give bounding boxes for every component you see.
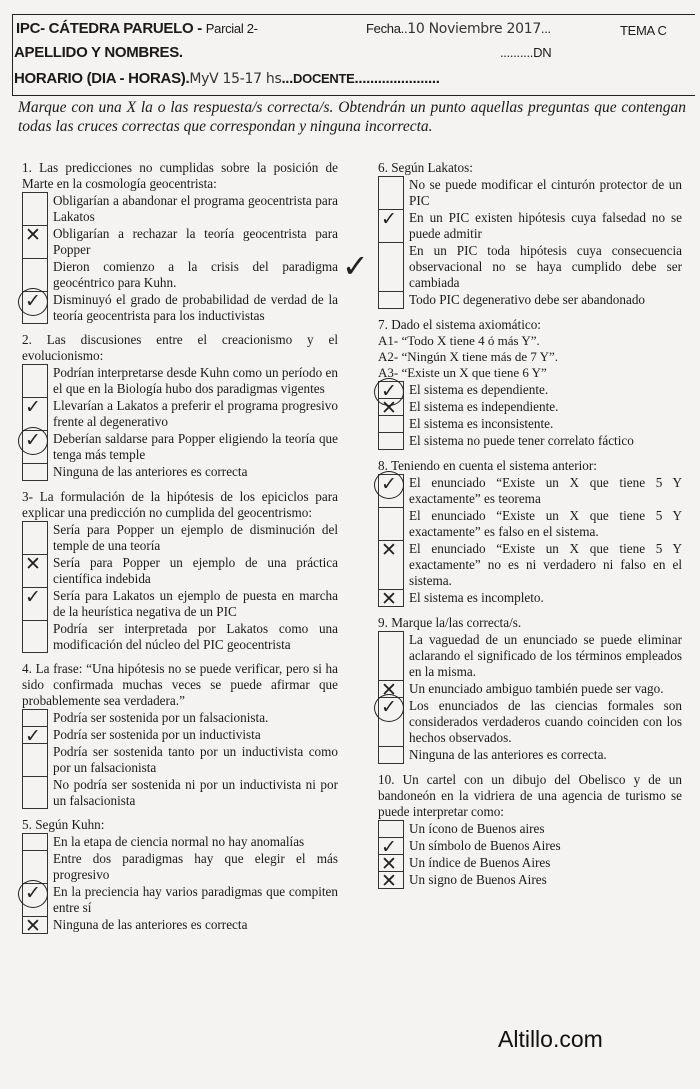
answer-option[interactable]: [22, 850, 338, 883]
check-mark-icon: ✓: [25, 429, 41, 451]
answer-option[interactable]: [22, 192, 338, 225]
answer-checkbox[interactable]: [378, 836, 404, 858]
answer-option[interactable]: [378, 631, 682, 680]
answer-checkbox[interactable]: [22, 258, 48, 291]
answer-option-text: No podría ser sostenida ni por un inductivista ni por un falsacionista: [53, 777, 338, 808]
answer-option-text: En la preciencia hay varios paradigmas que compiten entre sí: [53, 884, 338, 915]
answer-checkbox[interactable]: [22, 554, 48, 587]
cross-mark-icon: ✕: [381, 853, 397, 875]
answer-option[interactable]: [22, 430, 338, 463]
check-mark-icon: ✓: [25, 586, 41, 608]
answer-option-text: Ninguna de las anteriores es correcta: [53, 464, 248, 479]
question-2: [22, 332, 338, 481]
question-text: 1. Las predicciones no cumplidas sobre la posición de Marte en la cosmología geocentrista:: [22, 160, 338, 191]
answer-option[interactable]: [378, 836, 682, 858]
answer-checkbox[interactable]: [378, 853, 404, 875]
answer-option[interactable]: [22, 364, 338, 397]
cross-mark-icon: ✕: [381, 539, 397, 561]
answer-option[interactable]: [22, 833, 338, 850]
answer-checkbox[interactable]: [22, 463, 48, 481]
questions-left-column: [22, 160, 338, 937]
answer-option-text: Podría ser interpretada por Lakatos como una modificación del núcleo del PIC geocentrista: [53, 621, 338, 652]
answer-option-text: Podría ser sostenida por un inductivista: [53, 727, 261, 742]
question-9: [378, 615, 682, 764]
question-text: 9. Marque la/las correcta/s.: [378, 615, 522, 630]
schedule-field: HORARIO (DIA - HORAS).MyV 15-17 hs...DOCENTE......................: [14, 70, 440, 87]
date-label: Fecha: [366, 21, 401, 36]
check-mark-icon: ✓: [381, 473, 397, 495]
schedule-value: MyV 15-17 hs: [189, 71, 282, 87]
question-text: 2. Las discusiones entre el creacionismo y el evolucionismo:: [22, 332, 338, 363]
teacher-label: DOCENTE: [293, 71, 355, 86]
answer-checkbox[interactable]: [22, 291, 48, 324]
answer-option-text: Los enunciados de las ciencias formales son considerados verdaderos cuando coinciden con los hechos observados.: [409, 698, 682, 745]
check-mark-icon: ✓: [381, 380, 397, 402]
answer-option[interactable]: [378, 380, 682, 402]
answer-option[interactable]: [378, 820, 682, 837]
axiom: A3- “Existe un X que tiene 6 Y”: [378, 365, 547, 380]
answer-checkbox[interactable]: [22, 587, 48, 620]
cross-mark-icon: ✕: [25, 553, 41, 575]
answer-option[interactable]: [378, 507, 682, 540]
answer-checkbox[interactable]: [22, 430, 48, 463]
answer-option-text: Ninguna de las anteriores es correcta: [53, 917, 248, 932]
answer-option[interactable]: [22, 258, 338, 291]
answer-option[interactable]: [378, 697, 682, 746]
answer-checkbox[interactable]: [22, 192, 48, 225]
answer-option[interactable]: [22, 743, 338, 776]
answer-checkbox[interactable]: [378, 870, 404, 892]
cross-mark-icon: ✕: [381, 397, 397, 419]
tema-label: TEMA C: [620, 23, 667, 38]
answer-option[interactable]: [378, 746, 682, 764]
answer-option[interactable]: [378, 209, 682, 242]
circle-mark-icon: [18, 288, 48, 316]
question-4: [22, 661, 338, 809]
answer-checkbox[interactable]: [22, 915, 48, 937]
answer-option-text: Ninguna de las anteriores es correcta.: [409, 747, 607, 762]
answer-option-text: Sería para Popper un ejemplo de una práctica científica indebida: [53, 555, 338, 586]
answer-checkbox[interactable]: [22, 833, 48, 850]
check-mark-icon: ✓: [381, 836, 397, 858]
question-6: [378, 160, 682, 309]
question-5: [22, 817, 338, 937]
question-text: 4. La frase: “Una hipótesis no se puede verificar, pero si ha sido confirmada muchas veces se puede afirmar que probablemente sea verdadera.”: [22, 661, 338, 708]
answer-checkbox[interactable]: [378, 540, 404, 589]
answer-checkbox[interactable]: [378, 415, 404, 432]
answer-option[interactable]: [22, 225, 338, 258]
answer-option[interactable]: [22, 587, 338, 620]
circle-mark-icon: [18, 427, 48, 455]
answer-option[interactable]: [22, 463, 338, 481]
check-mark-icon: ✓: [25, 725, 41, 747]
question-10: [378, 772, 682, 892]
answer-option[interactable]: [378, 397, 682, 419]
answer-option-text: El enunciado “Existe un X que tiene 5 Y exactamente” es teorema: [409, 475, 682, 506]
answer-option[interactable]: [22, 554, 338, 587]
answer-checkbox[interactable]: [22, 364, 48, 397]
question-1: [22, 160, 338, 324]
date-value: 10 Noviembre 2017: [407, 21, 541, 37]
answer-option-text: Llevarían a Lakatos a preferir el programa progresivo frente al degenerativo: [53, 398, 338, 429]
question-3: [22, 489, 338, 653]
answer-option-text: El sistema es incompleto.: [409, 590, 544, 605]
exam-name: Parcial 2-: [205, 21, 258, 36]
answer-option-text: Sería para Popper un ejemplo de disminución del temple de una teoría: [53, 522, 338, 553]
answer-option[interactable]: [22, 776, 338, 809]
answer-checkbox[interactable]: [378, 697, 404, 746]
course-name: IPC- CÁTEDRA PARUELO -: [16, 20, 202, 37]
answer-option[interactable]: [378, 474, 682, 507]
answer-option-text: El enunciado “Existe un X que tiene 5 Y exactamente” es falso en el sistema.: [409, 508, 682, 539]
check-mark-icon: ✓: [342, 247, 369, 285]
answer-checkbox[interactable]: [378, 209, 404, 242]
answer-option[interactable]: [378, 176, 682, 209]
check-mark-icon: ✓: [25, 882, 41, 904]
cross-mark-icon: ✕: [381, 679, 397, 701]
answer-option[interactable]: [22, 397, 338, 430]
questions-right-column: [378, 160, 682, 892]
answer-option[interactable]: [22, 883, 338, 916]
answer-option-text: Todo PIC degenerativo debe ser abandonado: [409, 292, 646, 307]
cross-mark-icon: ✕: [381, 870, 397, 892]
answer-checkbox[interactable]: [378, 588, 404, 610]
check-mark-icon: ✓: [25, 396, 41, 418]
answer-checkbox[interactable]: [22, 225, 48, 258]
answer-option-text: El sistema es dependiente.: [409, 382, 549, 397]
answer-checkbox[interactable]: [378, 746, 404, 764]
check-mark-icon: ✓: [381, 208, 397, 230]
answer-checkbox[interactable]: [22, 709, 48, 726]
answer-option-text: La vaguedad de un enunciado se puede eliminar aclarando el significado de los términos empleados en la misma.: [409, 632, 682, 679]
answer-option-text: Podrían interpretarse desde Kuhn como un período en el que en la Biología hubo dos paradigmas vigentes: [53, 365, 338, 396]
question-7: [378, 317, 682, 450]
axiom: A1- “Todo X tiene 4 ó más Y”.: [378, 333, 540, 348]
answer-option[interactable]: [378, 242, 682, 291]
answer-option-text: El sistema es inconsistente.: [409, 416, 554, 431]
question-text: 10. Un cartel con un dibujo del Obelisco y de un bandoneón en la vidriera de una agencia de turismo se puede interpretar como:: [378, 772, 682, 819]
answer-checkbox[interactable]: [22, 883, 48, 916]
answer-option[interactable]: [378, 853, 682, 875]
answer-checkbox[interactable]: [378, 820, 404, 837]
answer-option-text: Sería para Lakatos un ejemplo de puesta en marcha de la heurística negativa de un PIC: [53, 588, 338, 619]
question-text: 7. Dado el sistema axiomático:: [378, 317, 541, 332]
answer-option-text: El sistema es independiente.: [409, 399, 559, 414]
answer-option-text: Entre dos paradigmas hay que elegir el más progresivo: [53, 851, 338, 882]
answer-checkbox[interactable]: [378, 631, 404, 680]
dni-label: DN: [533, 45, 552, 60]
dni-field: ..........DN: [500, 45, 552, 60]
cross-mark-icon: ✕: [25, 224, 41, 246]
answer-option[interactable]: [378, 432, 682, 450]
answer-option[interactable]: [378, 415, 682, 432]
answer-checkbox[interactable]: [378, 242, 404, 291]
answer-option-text: Disminuyó el grado de probabilidad de verdad de la teoría geocentrista para los inductivistas: [53, 292, 338, 323]
answer-checkbox[interactable]: [378, 176, 404, 209]
question-8: [378, 458, 682, 610]
answer-option[interactable]: [378, 540, 682, 589]
answer-checkbox[interactable]: [22, 725, 48, 747]
answer-checkbox[interactable]: [378, 474, 404, 507]
answer-option-text: Un índice de Buenos Aires: [409, 855, 551, 870]
schedule-label: HORARIO (DIA - HORAS): [14, 70, 186, 87]
answer-option[interactable]: [22, 709, 338, 726]
question-text: 6. Según Lakatos:: [378, 160, 473, 175]
axiom: A2- “Ningún X tiene más de 7 Y”.: [378, 349, 559, 364]
date-field: Fecha..10 Noviembre 2017...: [366, 21, 551, 37]
question-text: 3- La formulación de la hipótesis de los epiciclos para explicar una predicción no cumplida del geocentrismo:: [22, 489, 338, 520]
answer-option-text: Un símbolo de Buenos Aires: [409, 838, 561, 853]
check-mark-icon: ✓: [25, 290, 41, 312]
answer-option-text: Un signo de Buenos Aires: [409, 872, 547, 887]
answer-option-text: No se puede modificar el cinturón protector de un PIC: [409, 177, 682, 208]
answer-option[interactable]: [22, 291, 338, 324]
answer-option-text: En un PIC toda hipótesis cuya consecuencia observacional no se haya cumplido debe ser cambiada: [409, 243, 682, 290]
answer-option[interactable]: [22, 620, 338, 653]
answer-option-text: Dieron comienzo a la crisis del paradigma geocéntrico para Kuhn.: [53, 259, 338, 290]
answer-option-text: Un ícono de Buenos aires: [409, 821, 545, 836]
instructions: Marque con una X la o las respuesta/s correcta/s. Obtendrán un punto aquellas preguntas que contengan todas las cruces correctas que correspondan y ninguna incorrecta.: [18, 99, 686, 135]
answer-checkbox[interactable]: [22, 850, 48, 883]
answer-option[interactable]: [378, 291, 682, 309]
answer-option-text: El sistema no puede tener correlato fáctico: [409, 433, 634, 448]
cross-mark-icon: ✕: [381, 588, 397, 610]
answer-option-text: Obligarían a rechazar la teoría geocentrista para Popper: [53, 226, 338, 257]
question-text: 8. Teniendo en cuenta el sistema anterior:: [378, 458, 597, 473]
answer-checkbox[interactable]: [22, 397, 48, 430]
name-field: APELLIDO Y NOMBRES.: [14, 44, 183, 61]
circle-mark-icon: [374, 694, 404, 722]
answer-checkbox[interactable]: [378, 380, 404, 402]
answer-option-text: Obligarían a abandonar el programa geocentrista para Lakatos: [53, 193, 338, 224]
answer-option-text: Podría ser sostenida tanto por un inductivista como por un falsacionista: [53, 744, 338, 775]
answer-option[interactable]: [22, 521, 338, 554]
answer-option[interactable]: [378, 870, 682, 892]
answer-option[interactable]: [378, 588, 682, 610]
answer-checkbox[interactable]: [22, 776, 48, 809]
answer-option-text: En la etapa de ciencia normal no hay anomalías: [53, 834, 305, 849]
cross-mark-icon: ✕: [25, 915, 41, 937]
check-mark-icon: ✓: [381, 696, 397, 718]
name-label: APELLIDO Y NOMBRES: [14, 44, 179, 61]
answer-checkbox[interactable]: [22, 521, 48, 554]
answer-checkbox[interactable]: [378, 291, 404, 309]
answer-option-text: Deberían saldarse para Popper eligiendo la teoría que tenga más temple: [53, 431, 338, 462]
answer-option-text: El enunciado “Existe un X que tiene 5 Y exactamente” no es ni verdadero ni falso en el sistema.: [409, 541, 682, 588]
answer-checkbox[interactable]: [378, 432, 404, 450]
answer-checkbox[interactable]: [22, 620, 48, 653]
answer-option-text: Podría ser sostenida por un falsacionista.: [53, 710, 269, 725]
answer-checkbox[interactable]: [22, 743, 48, 776]
circle-mark-icon: [374, 471, 404, 499]
answer-checkbox[interactable]: [378, 507, 404, 540]
answer-option[interactable]: [378, 679, 682, 701]
circle-mark-icon: [18, 880, 48, 908]
answer-checkbox[interactable]: [378, 397, 404, 419]
answer-option-text: En un PIC existen hipótesis cuya falsedad no se puede admitir: [409, 210, 682, 241]
answer-option-text: Un enunciado ambiguo también puede ser vago.: [409, 681, 664, 696]
answer-option[interactable]: [22, 725, 338, 747]
watermark-logo: Altillo.com: [498, 1026, 603, 1052]
question-text: 5. Según Kuhn:: [22, 817, 105, 832]
course-title: [16, 20, 258, 38]
answer-option[interactable]: [22, 915, 338, 937]
